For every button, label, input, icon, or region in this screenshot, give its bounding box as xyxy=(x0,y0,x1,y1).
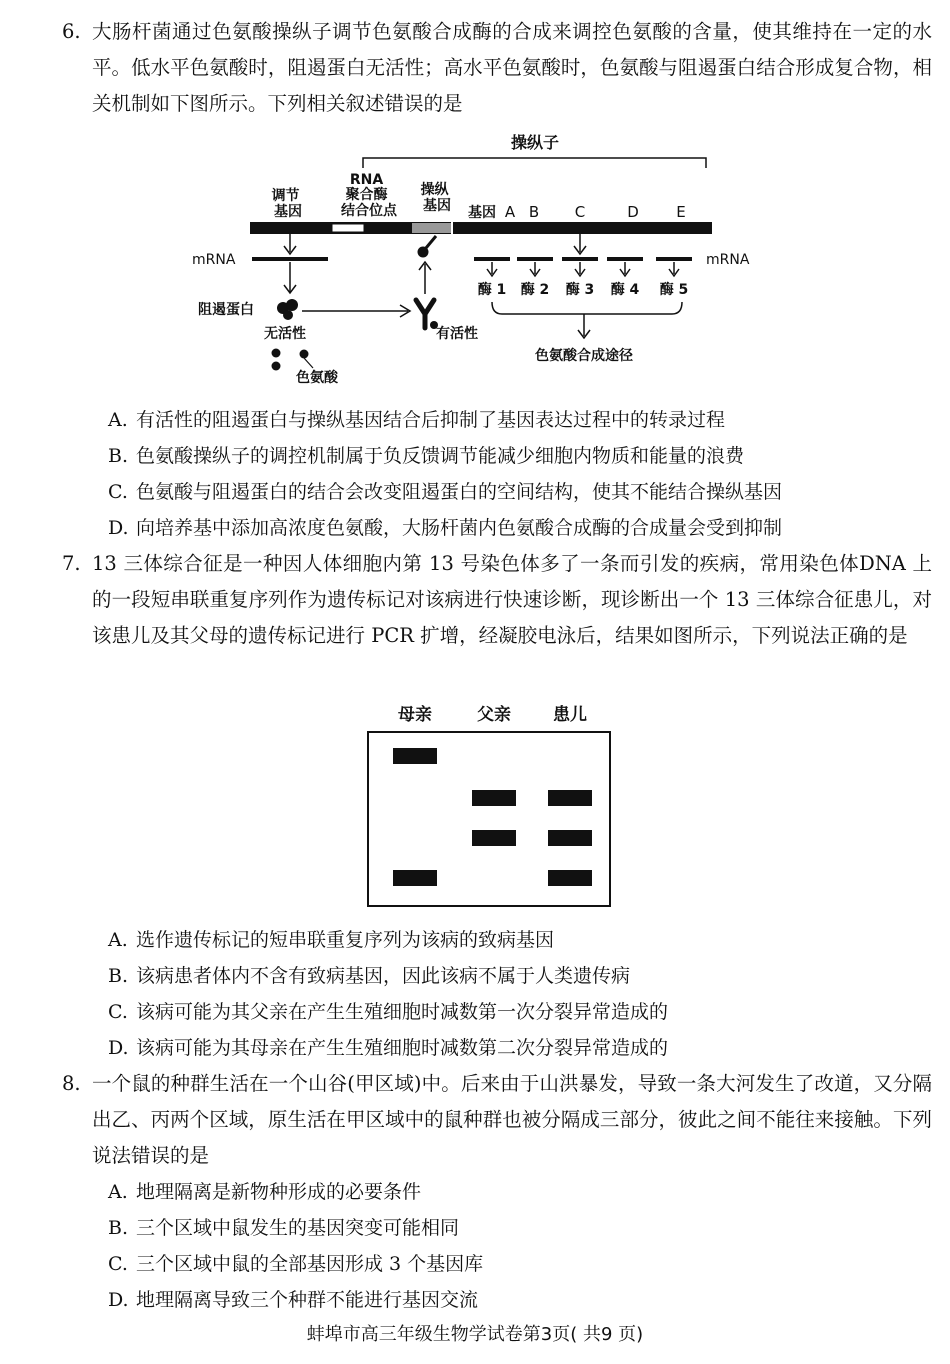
q8-option-c[interactable]: C. 三个区域中鼠的全部基因形成 3 个基因库 xyxy=(108,1253,484,1275)
q8-option-a[interactable]: A. 地理隔离是新物种形成的必要条件 xyxy=(108,1181,422,1203)
repressor-label: 阻遏蛋白 xyxy=(198,302,254,318)
enzyme-label: 酶 2 xyxy=(520,282,550,298)
operator-segment xyxy=(412,223,452,233)
q7-option-a[interactable]: A. 选作遗传标记的短串联重复序列为该病的致病基因 xyxy=(108,929,555,951)
lane-label: 母亲 xyxy=(398,705,432,725)
inactive-label: 无活性 xyxy=(264,326,306,342)
gel-band xyxy=(393,870,437,886)
gel-band xyxy=(548,870,592,886)
gene-letter-C: C xyxy=(574,203,586,221)
q6-option-c[interactable]: C. 色氨酸与阻遏蛋白的结合会改变阻遏蛋白的空间结构，使其不能结合操纵基因 xyxy=(108,481,783,503)
page-footer: 蚌埠市高三年级生物学试卷第3页( 共9 页) xyxy=(306,1324,644,1345)
gene-letter-B: B xyxy=(528,203,540,221)
enzyme-labels xyxy=(478,281,689,298)
gene-letters xyxy=(505,203,686,221)
gene-letter-E: E xyxy=(676,203,686,221)
gel-band xyxy=(548,830,592,846)
active-label: 有活性 xyxy=(436,326,478,342)
q6-option-d[interactable]: D. 向培养基中添加高浓度色氨酸，大肠杆菌内色氨酸合成酶的合成量会受到抑制 xyxy=(108,517,783,539)
q8-option-b[interactable]: B. 三个区域中鼠发生的基因突变可能相同 xyxy=(108,1217,460,1239)
regulatory-gene-label: 调节 基因 xyxy=(271,188,302,220)
genes-label: 基因 xyxy=(468,205,496,221)
rna-polymerase-site-label: RNA 聚合酶 结合位点 xyxy=(341,172,397,219)
dna-strand xyxy=(250,222,712,234)
q7-option-b[interactable]: B. 该病患者体内不含有致病基因，因此该病不属于人类遗传病 xyxy=(108,965,631,987)
pathway-label: 色氨酸合成途径 xyxy=(535,348,633,364)
question-number: 6. xyxy=(62,20,81,43)
gel-band xyxy=(393,748,437,764)
q8-option-d[interactable]: D. 地理隔离导致三个种群不能进行基因交流 xyxy=(108,1289,479,1311)
lane-label: 父亲 xyxy=(477,705,511,725)
q6-option-a[interactable]: A. 有活性的阻遏蛋白与操纵基因结合后抑制了基因表达过程中的转录过程 xyxy=(108,409,726,431)
electrophoresis-gel xyxy=(348,696,628,910)
q7-option-d[interactable]: D. 该病可能为其母亲在产生生殖细胞时减数第二次分裂异常造成的 xyxy=(108,1037,669,1059)
q7-option-c[interactable]: C. 该病可能为其父亲在产生生殖细胞时减数第一次分裂异常造成的 xyxy=(108,1001,669,1023)
question-stem: 一个鼠的种群生活在一个山谷(甲区域)中。后来由于山洪暴发，导致一条大河发生了改道，又分隔出乙、丙两个区域，原生活在甲区域中的鼠种群也被分隔成三部分，彼此之间不能往来接触。下列说法错误的是 xyxy=(92,1072,932,1167)
trp-operon-diagram xyxy=(180,128,780,390)
question-6 xyxy=(62,14,932,122)
operator-gene-label: 操纵 基因 xyxy=(420,182,451,214)
enzyme-label: 酶 1 xyxy=(477,282,507,298)
question-8 xyxy=(62,1066,932,1174)
lane-label: 患儿 xyxy=(553,705,587,725)
question-number: 8. xyxy=(62,1072,81,1095)
rna-pol-site-segment xyxy=(332,224,364,232)
question-stem: 13 三体综合征是一种因人体细胞内第 13 号染色体多了一条而引发的疾病，常用染色体DNA 上的一段短串联重复序列作为遗传标记对该病进行快速诊断，现诊断出一个 13 三体综合征患儿，对该患儿及其父母的遗传标记进行 PCR 扩增，经凝胶电泳后，结果如图所示，下列说法正确的是 xyxy=(92,552,932,647)
enzyme-label: 酶 4 xyxy=(610,282,640,298)
gel-band xyxy=(548,790,592,806)
gene-letter-D: D xyxy=(627,203,639,221)
gel-band xyxy=(472,790,516,806)
q6-option-b[interactable]: B. 色氨酸操纵子的调控机制属于负反馈调节能减少细胞内物质和能量的浪费 xyxy=(108,445,745,467)
gene-letter-A: A xyxy=(504,203,516,221)
question-stem: 大肠杆菌通过色氨酸操纵子调节色氨酸合成酶的合成来调控色氨酸的含量，使其维持在一定的水平。低水平色氨酸时，阻遏蛋白无活性；高水平色氨酸时，色氨酸与阻遏蛋白结合形成复合物，相关机制如下图所示。下列相关叙述错误的是 xyxy=(92,20,932,115)
mrna-right xyxy=(474,259,692,276)
mrna-right-label: mRNA xyxy=(706,252,750,268)
enzyme-label: 酶 5 xyxy=(659,282,689,298)
repressor-protein xyxy=(277,299,298,320)
enzyme-label: 酶 3 xyxy=(565,282,595,298)
tryptophan-label: 色氨酸 xyxy=(296,370,338,386)
mrna-left-label: mRNA xyxy=(192,252,236,268)
operon-label: 操纵子 xyxy=(510,133,560,152)
question-number: 7. xyxy=(62,552,81,575)
question-7 xyxy=(62,546,932,654)
gel-band xyxy=(472,830,516,846)
